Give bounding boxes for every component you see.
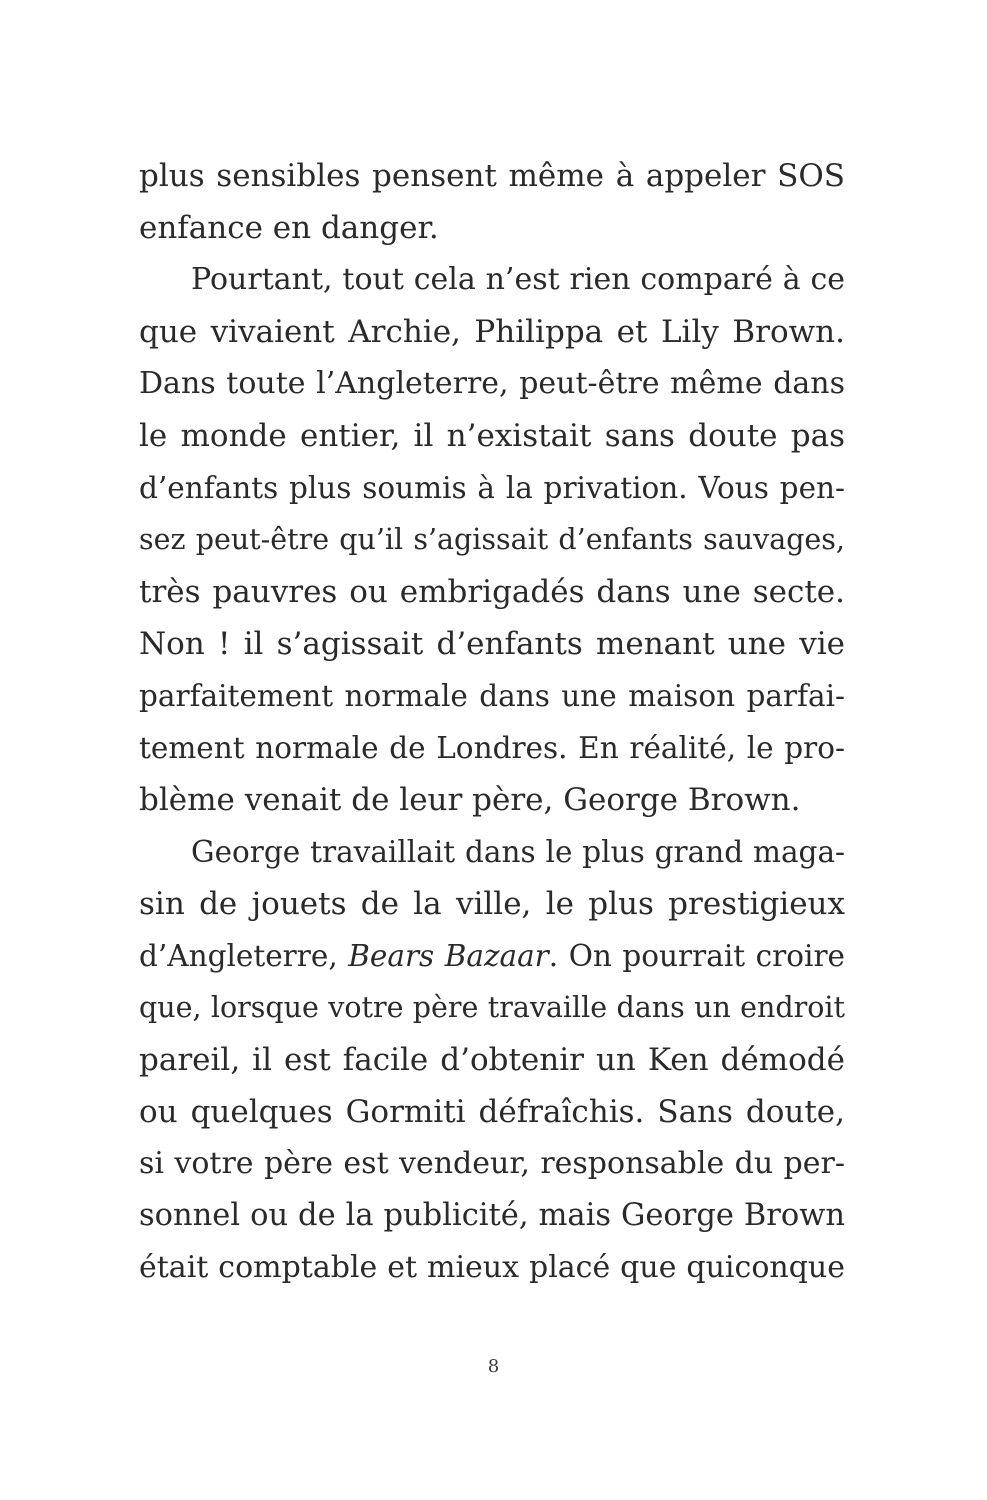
text-line (139, 930, 845, 982)
text-line: que vivaient Archie, Philippa et Lily Brown. (139, 314, 845, 350)
text-line: très pauvres ou embrigadés dans une secte. (139, 574, 845, 610)
text-segment: . On pourrait croire (548, 939, 845, 973)
text-line: parfaitement normale dans une maison parfai- (139, 679, 845, 713)
text-line: ou quelques Gormiti défraîchis. Sans doute, (139, 1094, 845, 1130)
text-line: blème venait de leur père, George Brown. (139, 782, 801, 818)
text-line: Dans toute l’Angleterre, peut-être même dans (139, 366, 845, 401)
text-line: le monde entier, il n’existait sans doute pas (139, 418, 845, 454)
text-line: George travaillait dans le plus grand maga- (191, 835, 845, 869)
text-line: enfance en danger. (139, 210, 439, 246)
text-line: Non ! il s’agissait d’enfants menant une vie (139, 626, 845, 662)
text-line: si votre père est vendeur, responsable du per- (139, 1146, 845, 1181)
text-line: Pourtant, tout cela n’est rien comparé à ce (191, 262, 845, 297)
store-name: Bears Bazaar (348, 939, 549, 973)
text-line: sin de jouets de la ville, le plus prestigieux (139, 886, 845, 922)
text-line: sonnel ou de la publicité, mais George Brown (139, 1198, 845, 1233)
body-text (139, 150, 845, 1294)
page-number: 8 (487, 1356, 500, 1377)
text-line: pareil, il est facile d’obtenir un Ken démodé (139, 1042, 845, 1078)
text-line: sez peut-être qu’il s’agissait d’enfants sauvages, (139, 523, 845, 556)
text-line: que, lorsque votre père travaille dans un endroit (139, 991, 845, 1024)
text-line: tement normale de Londres. En réalité, le pro- (139, 731, 845, 765)
text-line: d’enfants plus soumis à la privation. Vous pen- (139, 471, 845, 505)
text-line: plus sensibles pensent même à appeler SOS (139, 158, 845, 194)
text-segment: d’Angleterre, (139, 939, 349, 973)
text-line: était comptable et mieux placé que quiconque (139, 1250, 845, 1285)
